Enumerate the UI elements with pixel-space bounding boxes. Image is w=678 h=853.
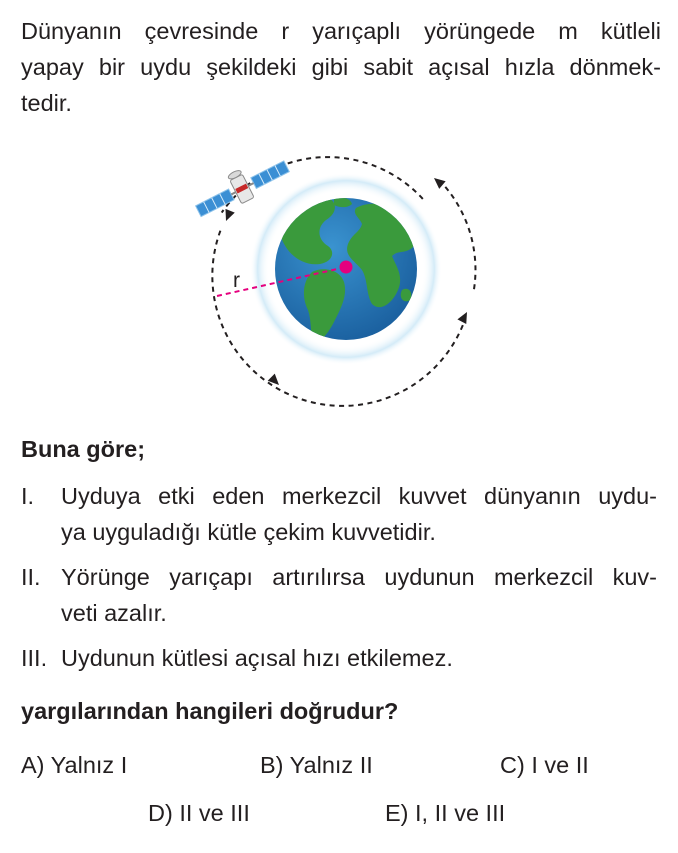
- question-intro: [21, 14, 661, 122]
- answer-option-c[interactable]: C) I ve II: [500, 752, 589, 778]
- orbit-diagram: [185, 130, 495, 420]
- statement-text-line: Uydunun kütlesi açısal hızı etkilemez.: [61, 644, 453, 671]
- answer-option-b[interactable]: B) Yalnız II: [260, 752, 373, 778]
- statement-item: [21, 641, 657, 677]
- intro-line-2: yapay bir uydu şekildeki gibi sabit açısal hızla dönmek-: [21, 53, 661, 80]
- answer-option-d[interactable]: D) II ve III: [148, 800, 250, 826]
- intro-line-3: tedir.: [21, 89, 72, 116]
- answer-option-a[interactable]: A) Yalnız I: [21, 752, 128, 778]
- statement-text-line: ya uyguladığı kütle çekim kuvvetidir.: [61, 518, 436, 545]
- statement-number: III.: [21, 644, 48, 671]
- intro-line-1: Dünyanın çevresinde r yarıçaplı yörüngede m kütleli: [21, 18, 661, 44]
- statement-text-line: Yörünge yarıçapı artırılırsa uydunun merkezcil kuv-: [61, 563, 657, 590]
- statement-item: [21, 479, 657, 551]
- statement-list: [21, 479, 657, 686]
- prompt-heading: Buna göre;: [21, 436, 146, 462]
- statement-number: I.: [21, 483, 35, 509]
- radius-label: r: [233, 269, 240, 292]
- statement-number: II.: [21, 563, 41, 590]
- answer-option-e[interactable]: E) I, II ve III: [385, 800, 506, 826]
- question-stem: yargılarından hangileri doğrudur?: [21, 698, 399, 724]
- statement-text-line: veti azalır.: [61, 599, 167, 626]
- statement-text-line: Uyduya etki eden merkezcil kuvvet dünyanın uydu-: [61, 483, 657, 509]
- earth-center-dot: [340, 261, 353, 274]
- statement-item: [21, 560, 657, 632]
